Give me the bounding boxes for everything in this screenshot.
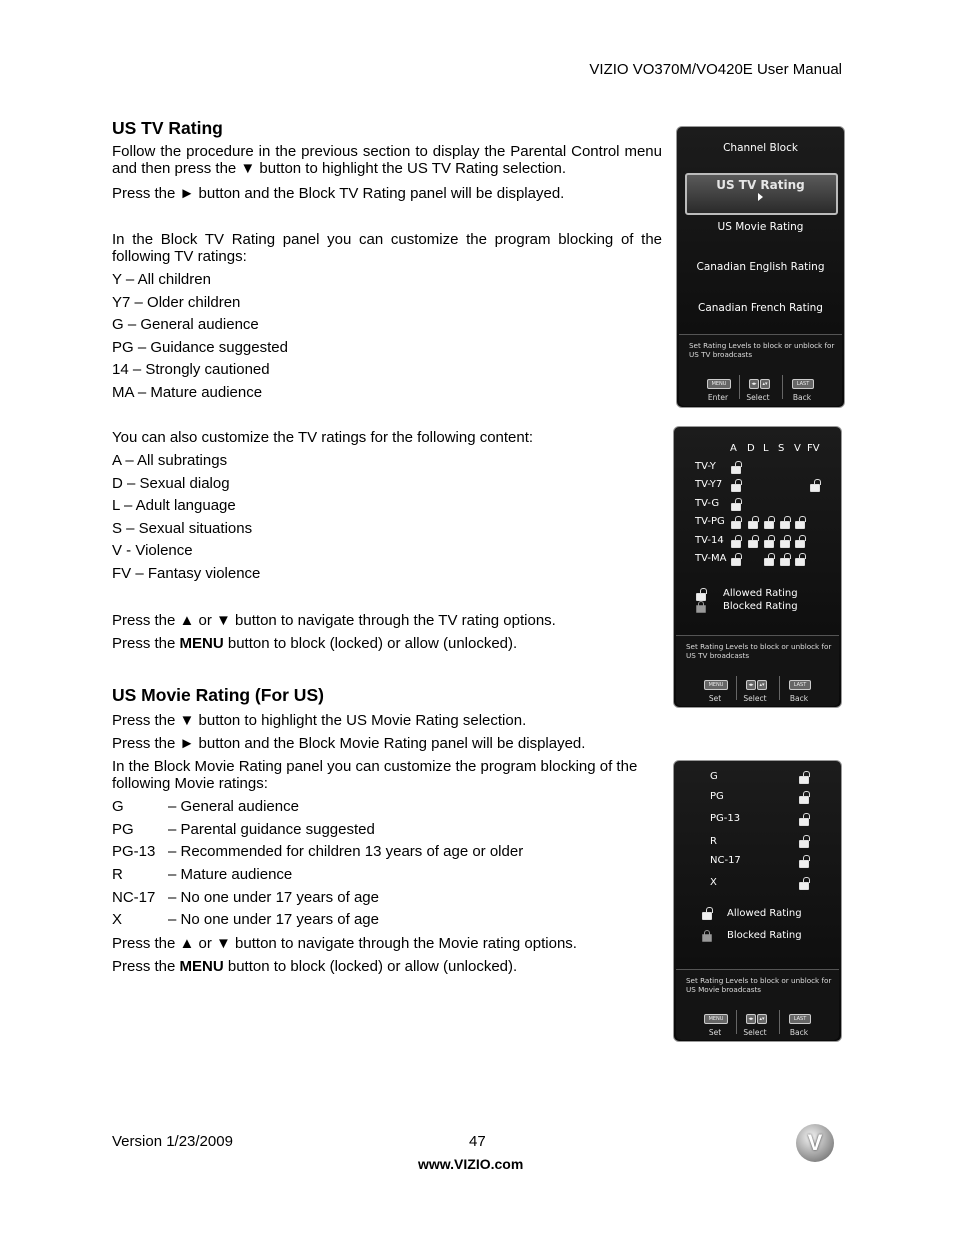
panel-hint-text: Set Rating Levels to block or unblock for US Movie broadcasts: [686, 976, 832, 994]
unlock-icon[interactable]: [731, 503, 741, 511]
column-header: S: [778, 443, 785, 454]
tv-content-item: FV – Fantasy violence: [112, 565, 261, 582]
unlock-icon[interactable]: [780, 558, 790, 566]
button-label-set: Set: [708, 1028, 722, 1037]
unlock-icon[interactable]: [780, 540, 790, 548]
block-tv-rating-screenshot: [673, 426, 842, 708]
unlock-icon[interactable]: [764, 558, 774, 566]
menu-button-icon: MENU: [707, 379, 731, 389]
tv-rating-row-label[interactable]: TV-PG: [695, 516, 725, 527]
panel-footer: [679, 334, 842, 406]
movie-rating-item: [112, 889, 379, 906]
divider: [739, 375, 740, 399]
footer-url[interactable]: www.VIZIO.com: [418, 1156, 524, 1172]
menu-item-canadian-english-rating[interactable]: Canadian English Rating: [696, 261, 825, 273]
tv-content-item: A – All subratings: [112, 452, 228, 469]
menu-item-us-movie-rating[interactable]: US Movie Rating: [717, 221, 804, 233]
tv-rating-item: 14 – Strongly cautioned: [112, 361, 270, 378]
last-button-icon: LAST: [789, 680, 811, 690]
tv-block-panel-paragraph: In the Block TV Rating panel you can customize the program blocking of the following TV ratings:: [112, 231, 662, 265]
panel-hint-text: Set Rating Levels to block or unblock for US TV broadcasts: [689, 341, 835, 359]
button-label-select: Select: [743, 694, 767, 703]
unlock-icon[interactable]: [810, 484, 820, 492]
movie-rating-row-label[interactable]: X: [710, 877, 717, 888]
tv-menu-instruction: [112, 635, 517, 652]
menu-keyword: MENU: [179, 958, 224, 975]
tv-rating-item: PG – Guidance suggested: [112, 339, 288, 356]
block-movie-rating-screenshot: [673, 760, 842, 1042]
text-run: button to block (locked) or allow (unlocked).: [223, 958, 518, 975]
footer-page-number: 47: [469, 1133, 486, 1150]
up-down-arrows-icon: ▴▾: [757, 680, 767, 690]
unlock-icon[interactable]: [731, 466, 741, 474]
tv-intro-paragraph: Follow the procedure in the previous section to display the Parental Control menu and then press the ▼ button to highlight the US TV Rating selection.: [112, 143, 662, 177]
button-label-set: Set: [708, 694, 722, 703]
unlock-icon[interactable]: [764, 521, 774, 529]
pointer-icon: [758, 193, 763, 201]
last-button-icon: LAST: [792, 379, 814, 389]
movie-rating-row-label[interactable]: PG: [710, 791, 724, 802]
button-label-select: Select: [743, 1028, 767, 1037]
movie-rating-item: [112, 866, 292, 883]
movie-rating-desc: – No one under 17 years of age: [168, 889, 379, 906]
menu-item-us-tv-rating[interactable]: US TV Rating: [716, 178, 805, 192]
legend-allowed-rating: Allowed Rating: [727, 908, 802, 919]
section-heading-us-tv-rating: US TV Rating: [112, 118, 223, 138]
button-label-back: Back: [792, 393, 812, 402]
tv-content-item: D – Sexual dialog: [112, 475, 230, 492]
menu-keyword: MENU: [179, 635, 224, 652]
tv-rating-item: MA – Mature audience: [112, 384, 263, 401]
movie-rating-row-label[interactable]: NC-17: [710, 855, 741, 866]
divider: [779, 676, 780, 700]
column-header: D: [747, 443, 755, 454]
unlock-icon[interactable]: [780, 521, 790, 529]
unlock-icon: [696, 593, 706, 601]
column-header: L: [763, 443, 769, 454]
movie-rating-row-label[interactable]: G: [710, 771, 718, 782]
legend-allowed-rating: Allowed Rating: [723, 588, 798, 599]
tv-rating-item: Y – All children: [112, 271, 211, 288]
unlock-icon[interactable]: [731, 558, 741, 566]
tv-rating-row-label[interactable]: TV-G: [695, 498, 720, 509]
divider: [779, 1010, 780, 1034]
menu-item-channel-block[interactable]: Channel Block: [723, 142, 798, 154]
movie-rating-row-label[interactable]: PG-13: [710, 813, 741, 824]
unlock-icon[interactable]: [731, 484, 741, 492]
panel-hint-text: Set Rating Levels to block or unblock for US TV broadcasts: [686, 642, 832, 660]
tv-content-item: V - Violence: [112, 542, 193, 559]
unlock-icon[interactable]: [795, 521, 805, 529]
unlock-icon[interactable]: [799, 840, 809, 848]
button-label-back: Back: [789, 1028, 809, 1037]
unlock-icon[interactable]: [764, 540, 774, 548]
unlock-icon[interactable]: [731, 540, 741, 548]
tv-rating-row-label[interactable]: TV-Y: [695, 461, 716, 472]
lock-icon: [702, 934, 712, 942]
column-header: FV: [807, 443, 820, 454]
page-header-title: VIZIO VO370M/VO420E User Manual: [589, 61, 842, 78]
unlock-icon[interactable]: [795, 558, 805, 566]
left-right-arrows-icon: ◂▸: [746, 1014, 756, 1024]
up-down-arrows-icon: ▴▾: [760, 379, 770, 389]
unlock-icon: [702, 912, 712, 920]
movie-rating-code: PG-13: [112, 843, 156, 860]
left-right-arrows-icon: ◂▸: [749, 379, 759, 389]
lock-icon: [696, 605, 706, 613]
vizio-logo-icon: [796, 1124, 834, 1162]
movie-line: Press the ▼ button to highlight the US Movie Rating selection.: [112, 712, 527, 729]
tv-rating-item: Y7 – Older children: [112, 294, 241, 311]
unlock-icon[interactable]: [731, 521, 741, 529]
parental-control-menu-screenshot: [676, 126, 845, 408]
menu-button-icon: MENU: [704, 680, 728, 690]
movie-rating-desc: – Mature audience: [168, 866, 293, 883]
tv-content-item: S – Sexual situations: [112, 520, 253, 537]
movie-rating-desc: – Parental guidance suggested: [168, 821, 375, 838]
tv-content-intro: You can also customize the TV ratings for the following content:: [112, 429, 534, 446]
movie-rating-code: R: [112, 866, 123, 883]
button-label-select: Select: [746, 393, 770, 402]
tv-rating-row-label[interactable]: TV-14: [695, 535, 724, 546]
movie-menu-instruction: [112, 958, 517, 975]
legend-blocked-rating: Blocked Rating: [727, 930, 802, 941]
movie-rating-desc: – Recommended for children 13 years of age or older: [168, 843, 524, 860]
button-label-back: Back: [789, 694, 809, 703]
text-run: Press the: [112, 635, 180, 652]
menu-item-canadian-french-rating[interactable]: Canadian French Rating: [698, 302, 823, 314]
tv-content-item: L – Adult language: [112, 497, 236, 514]
movie-rating-item: [112, 911, 379, 928]
movie-rating-desc: – General audience: [168, 798, 299, 815]
unlock-icon[interactable]: [795, 540, 805, 548]
movie-rating-item: [112, 798, 299, 815]
logo-letter: V: [807, 1130, 823, 1155]
legend-blocked-rating: Blocked Rating: [723, 601, 798, 612]
button-label-enter: Enter: [707, 393, 729, 402]
unlock-icon[interactable]: [748, 540, 758, 548]
text-run: button to block (locked) or allow (unlocked).: [223, 635, 518, 652]
movie-rating-desc: – No one under 17 years of age: [168, 911, 379, 928]
tv-nav-instruction: Press the ▲ or ▼ button to navigate through the TV rating options.: [112, 612, 556, 629]
movie-rating-item: [112, 821, 375, 838]
unlock-icon[interactable]: [799, 882, 809, 890]
movie-rating-code: PG: [112, 821, 134, 838]
movie-rating-code: NC-17: [112, 889, 156, 906]
last-button-icon: LAST: [789, 1014, 811, 1024]
divider: [736, 1010, 737, 1034]
movie-rating-item: [112, 843, 523, 860]
movie-line: Press the ► button and the Block Movie Rating panel will be displayed.: [112, 735, 586, 752]
unlock-icon[interactable]: [799, 796, 809, 804]
movie-paragraph: In the Block Movie Rating panel you can customize the program blocking of the following Movie ratings:: [112, 758, 638, 792]
column-header: A: [730, 443, 737, 454]
panel-footer: [676, 969, 839, 1040]
tv-rating-item: G – General audience: [112, 316, 259, 333]
divider: [782, 375, 783, 399]
text-run: Press the: [112, 958, 180, 975]
unlock-icon[interactable]: [799, 776, 809, 784]
tv-intro-line: Press the ► button and the Block TV Rating panel will be displayed.: [112, 185, 565, 202]
section-heading-us-movie-rating: US Movie Rating (For US): [112, 685, 324, 705]
menu-button-icon: MENU: [704, 1014, 728, 1024]
panel-footer: [676, 635, 839, 706]
up-down-arrows-icon: ▴▾: [757, 1014, 767, 1024]
movie-rating-code: X: [112, 911, 123, 928]
movie-nav-instruction: Press the ▲ or ▼ button to navigate through the Movie rating options.: [112, 935, 577, 952]
footer-version: Version 1/23/2009: [112, 1133, 233, 1150]
left-right-arrows-icon: ◂▸: [746, 680, 756, 690]
movie-rating-code: G: [112, 798, 124, 815]
tv-rating-row-label[interactable]: TV-Y7: [695, 479, 723, 490]
column-header: V: [794, 443, 801, 454]
unlock-icon[interactable]: [799, 860, 809, 868]
movie-rating-row-label[interactable]: R: [710, 836, 717, 847]
unlock-icon[interactable]: [748, 521, 758, 529]
tv-rating-row-label[interactable]: TV-MA: [695, 553, 727, 564]
unlock-icon[interactable]: [799, 818, 809, 826]
divider: [736, 676, 737, 700]
